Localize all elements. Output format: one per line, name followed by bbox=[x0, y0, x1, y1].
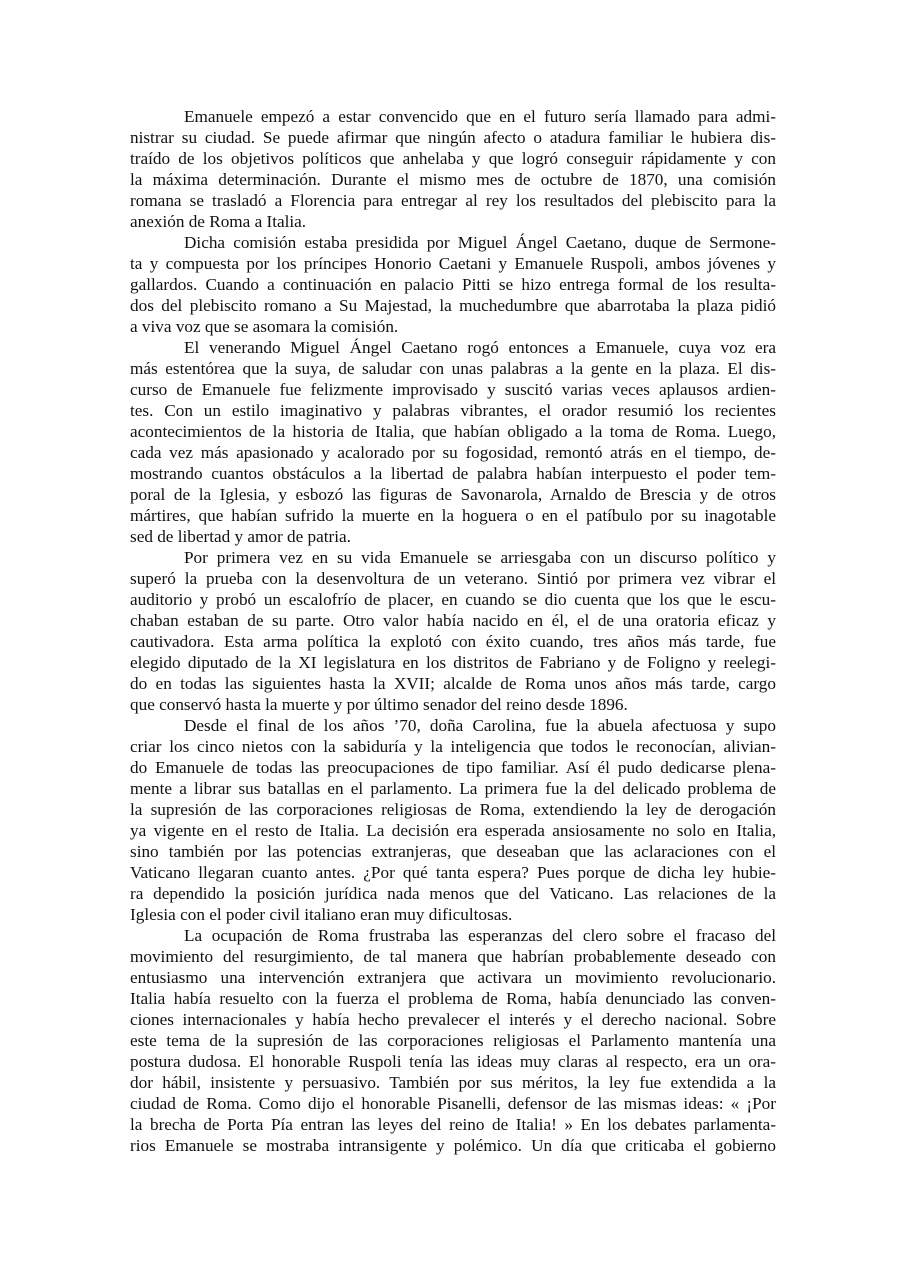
text-line: Vaticano llegaran cuanto antes. ¿Por qué tanta espera? Pues porque de dicha ley hubie- bbox=[130, 863, 776, 882]
text-line: entusiasmo una intervención extranjera que activara un movimiento revolucionario. bbox=[130, 968, 776, 987]
text-line: mártires, que habían sufrido la muerte en la hoguera o en el patíbulo por su inagotable bbox=[130, 506, 776, 525]
text-line: que conservó hasta la muerte y por último senador del reino desde 1896. bbox=[130, 695, 628, 714]
text-line: chaban estaban de su parte. Otro valor había nacido en él, el de una oratoria eficaz y bbox=[130, 611, 776, 630]
text-line: traído de los objetivos políticos que anhelaba y que logró conseguir rápidamente y con bbox=[130, 149, 776, 168]
text-line: Desde el final de los años ’70, doña Carolina, fue la abuela afectuosa y supo bbox=[184, 716, 776, 735]
text-line: dor hábil, insistente y persuasivo. También por sus méritos, la ley fue extendida a la bbox=[130, 1073, 776, 1092]
text-line: superó la prueba con la desenvoltura de un veterano. Sintió por primera vez vibrar el bbox=[130, 569, 776, 588]
text-line: más estentórea que la suya, de saludar con unas palabras a la gente en la plaza. El dis- bbox=[130, 359, 776, 378]
text-line: cautivadora. Esta arma política la explotó con éxito cuando, tres años más tarde, fue bbox=[130, 632, 776, 651]
text-line: ciones internacionales y había hecho prevalecer el interés y el derecho nacional. Sobre bbox=[130, 1010, 776, 1029]
text-line: auditorio y probó un escalofrío de placer, en cuando se dio cuenta que los que le escu- bbox=[130, 590, 776, 609]
text-line: postura dudosa. El honorable Ruspoli tenía las ideas muy claras al respecto, era un ora- bbox=[130, 1052, 776, 1071]
text-line: ciudad de Roma. Como dijo el honorable Pisanelli, defensor de las mismas ideas: « ¡Por bbox=[130, 1094, 776, 1113]
paragraph-6 bbox=[130, 925, 776, 1156]
paragraph-1 bbox=[130, 106, 776, 232]
text-line: a viva voz que se asomara la comisión. bbox=[130, 317, 399, 336]
text-line: Dicha comisión estaba presidida por Miguel Ángel Caetano, duque de Sermone- bbox=[184, 233, 776, 252]
text-line: anexión de Roma a Italia. bbox=[130, 212, 307, 231]
text-line: romana se trasladó a Florencia para entregar al rey los resultados del plebiscito para la bbox=[130, 191, 776, 210]
text-line: poral de la Iglesia, y esbozó las figuras de Savonarola, Arnaldo de Brescia y de otros bbox=[130, 485, 776, 504]
text-line: Por primera vez en su vida Emanuele se arriesgaba con un discurso político y bbox=[184, 548, 776, 567]
text-line: do Emanuele de todas las preocupaciones de tipo familiar. Así él pudo dedicarse plena- bbox=[130, 758, 776, 777]
document-page bbox=[130, 106, 776, 1156]
text-line: dos del plebiscito romano a Su Majestad, la muchedumbre que abarrotaba la plaza pidió bbox=[130, 296, 776, 315]
text-line: la supresión de las corporaciones religiosas de Roma, extendiendo la ley de derogación bbox=[130, 800, 776, 819]
paragraph-5 bbox=[130, 715, 776, 925]
paragraph-4 bbox=[130, 547, 776, 715]
text-line: la máxima determinación. Durante el mismo mes de octubre de 1870, una comisión bbox=[130, 170, 776, 189]
text-line: ya vigente en el resto de Italia. La decisión era esperada ansiosamente no solo en Italia, bbox=[130, 821, 776, 840]
text-line: sed de libertad y amor de patria. bbox=[130, 527, 351, 546]
text-line: do en todas las siguientes hasta la XVII; alcalde de Roma unos años más tarde, cargo bbox=[130, 674, 776, 693]
text-line: tes. Con un estilo imaginativo y palabras vibrantes, el orador resumió los recientes bbox=[130, 401, 776, 420]
text-line: nistrar su ciudad. Se puede afirmar que ningún afecto o atadura familiar le hubiera dis- bbox=[130, 128, 776, 147]
text-line: curso de Emanuele fue felizmente improvisado y suscitó varias veces aplausos ardien- bbox=[130, 380, 776, 399]
text-line: mente a librar sus batallas en el parlamento. La primera fue la del delicado problema de bbox=[130, 779, 776, 798]
text-line: Iglesia con el poder civil italiano eran muy dificultosas. bbox=[130, 905, 513, 924]
text-line: elegido diputado de la XI legislatura en los distritos de Fabriano y de Foligno y reelegi- bbox=[130, 653, 776, 672]
text-line: ta y compuesta por los príncipes Honorio Caetani y Emanuele Ruspoli, ambos jóvenes y bbox=[130, 254, 776, 273]
text-line: acontecimientos de la historia de Italia, que habían obligado a la toma de Roma. Luego, bbox=[130, 422, 776, 441]
text-line: cada vez más apasionado y acalorado por su fogosidad, remontó atrás en el tiempo, de- bbox=[130, 443, 776, 462]
text-line: rios Emanuele se mostraba intransigente y polémico. Un día que criticaba el gobierno bbox=[130, 1136, 776, 1155]
text-line: movimiento del resurgimiento, de tal manera que habrían probablemente deseado con bbox=[130, 947, 776, 966]
paragraph-2 bbox=[130, 232, 776, 337]
paragraph-3 bbox=[130, 337, 776, 547]
text-line: La ocupación de Roma frustraba las esperanzas del clero sobre el fracaso del bbox=[184, 926, 776, 945]
text-line: gallardos. Cuando a continuación en palacio Pitti se hizo entrega formal de los resulta- bbox=[130, 275, 776, 294]
text-line: la brecha de Porta Pía entran las leyes del reino de Italia! » En los debates parlamenta- bbox=[130, 1115, 776, 1134]
text-line: Italia había resuelto con la fuerza el problema de Roma, había denunciado las conven- bbox=[130, 989, 776, 1008]
text-line: mostrando cuantos obstáculos a la libertad de palabra habían interpuesto el poder tem- bbox=[130, 464, 776, 483]
text-line: Emanuele empezó a estar convencido que en el futuro sería llamado para admi- bbox=[184, 107, 776, 126]
text-line: El venerando Miguel Ángel Caetano rogó entonces a Emanuele, cuya voz era bbox=[184, 338, 776, 357]
text-line: este tema de la supresión de las corporaciones religiosas el Parlamento mantenía una bbox=[130, 1031, 776, 1050]
text-line: ra dependido la posición jurídica nada menos que del Vaticano. Las relaciones de la bbox=[130, 884, 776, 903]
text-line: sino también por las potencias extranjeras, que deseaban que las aclaraciones con el bbox=[130, 842, 776, 861]
text-line: criar los cinco nietos con la sabiduría y la inteligencia que todos le reconocían, alivian- bbox=[130, 737, 776, 756]
